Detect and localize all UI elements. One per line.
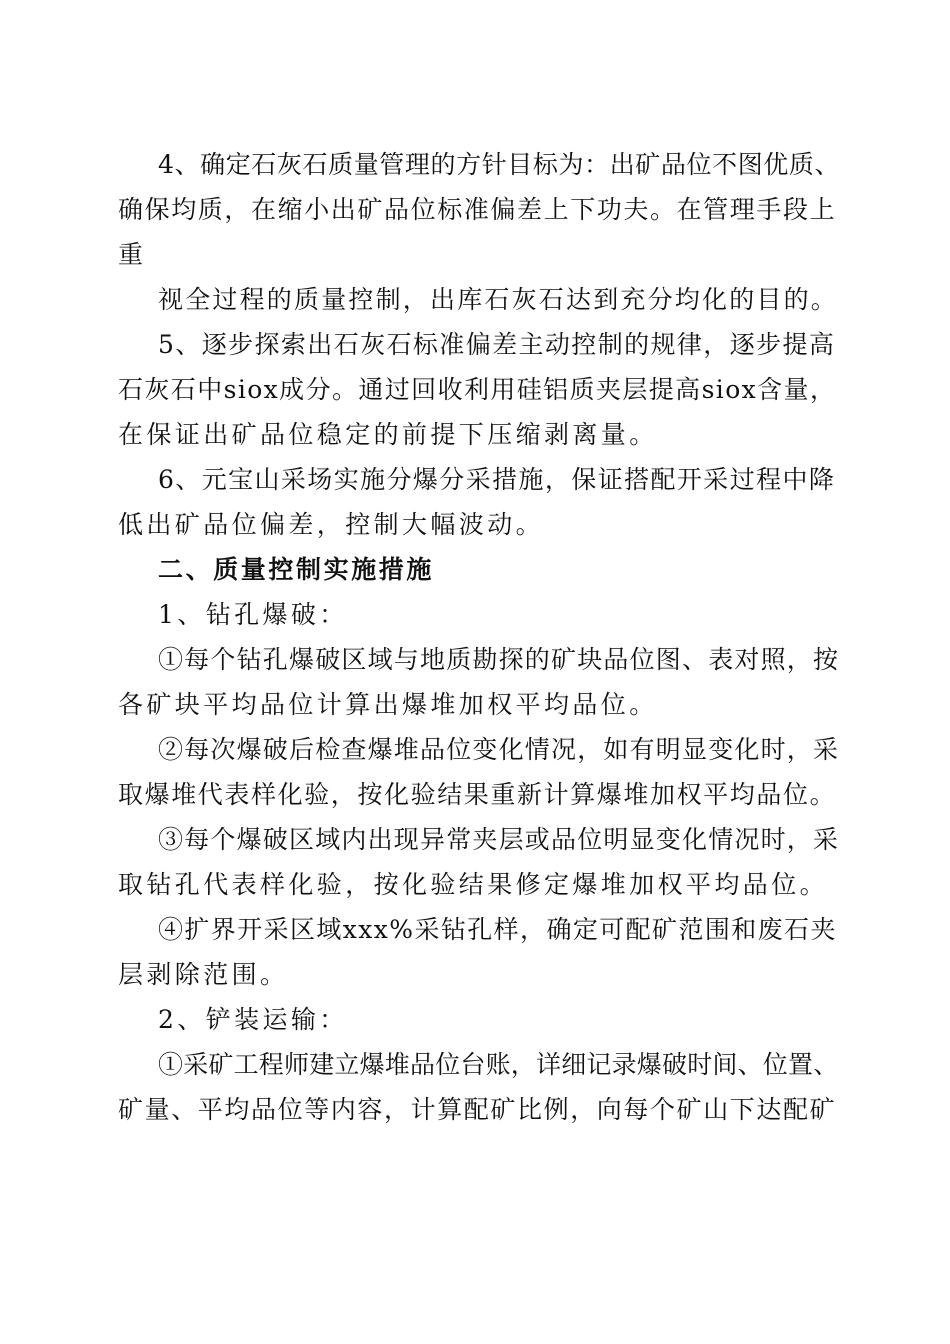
- line-drill-1-start: ①每个钻孔爆破区域与地质勘探的矿块品位图、表对照，按: [158, 645, 840, 674]
- line-drill-4-start: ④扩界开采区域xxx%采钻孔样，确定可配矿范围和废石夹: [158, 915, 837, 944]
- line-drill-2-end: 取爆堆代表样化验，按化验结果重新计算爆堆加权平均品位。: [118, 780, 837, 809]
- line-goal-6-start: 6、元宝山采场实施分爆分采措施，保证搭配开采过程中降: [158, 465, 836, 494]
- line-load-1-cont: 矿量、平均品位等内容，计算配矿比例，向每个矿山下达配矿: [118, 1095, 837, 1124]
- line-goal-5-cont: 石灰石中siox成分。通过回收利用硅铝质夹层提高siox含量，: [118, 375, 837, 404]
- line-drill-1-end: 各矿块平均品位计算出爆堆加权平均品位。: [118, 690, 658, 719]
- line-goal-5-end: 在保证出矿品位稳定的前提下压缩剥离量。: [118, 420, 658, 449]
- line-drill-4-end: 层剥除范围。: [118, 960, 289, 989]
- line-goal-4-cont: 确保均质，在缩小出矿品位标准偏差上下功夫。在管理手段上: [118, 195, 837, 224]
- line-goal-4-cont-2: 重: [118, 240, 147, 269]
- subheading-loading-transport: 2、铲装运输：: [158, 1005, 348, 1034]
- line-drill-3-end: 取钻孔代表样化验，按化验结果修定爆堆加权平均品位。: [118, 870, 829, 899]
- section-heading-2: 二、质量控制实施措施: [158, 555, 435, 584]
- line-goal-4-end: 视全过程的质量控制，出库石灰石达到充分均化的目的。: [158, 285, 839, 314]
- line-drill-2-start: ②每次爆破后检查爆堆品位变化情况，如有明显变化时，采: [158, 735, 840, 764]
- line-goal-6-end: 低出矿品位偏差，控制大幅波动。: [118, 510, 545, 539]
- line-drill-3-start: ③每个爆破区域内出现异常夹层或品位明显变化情况时，采: [158, 825, 840, 854]
- line-goal-5-start: 5、逐步探索出石灰石标准偏差主动控制的规律，逐步提高: [158, 330, 836, 359]
- subheading-drilling: 1、钻孔爆破：: [158, 600, 348, 629]
- line-load-1-start: ①采矿工程师建立爆堆品位台账，详细记录爆破时间、位置、: [158, 1050, 839, 1079]
- line-goal-4-start: 4、确定石灰石质量管理的方针目标为：出矿品位不图优质、: [158, 150, 841, 179]
